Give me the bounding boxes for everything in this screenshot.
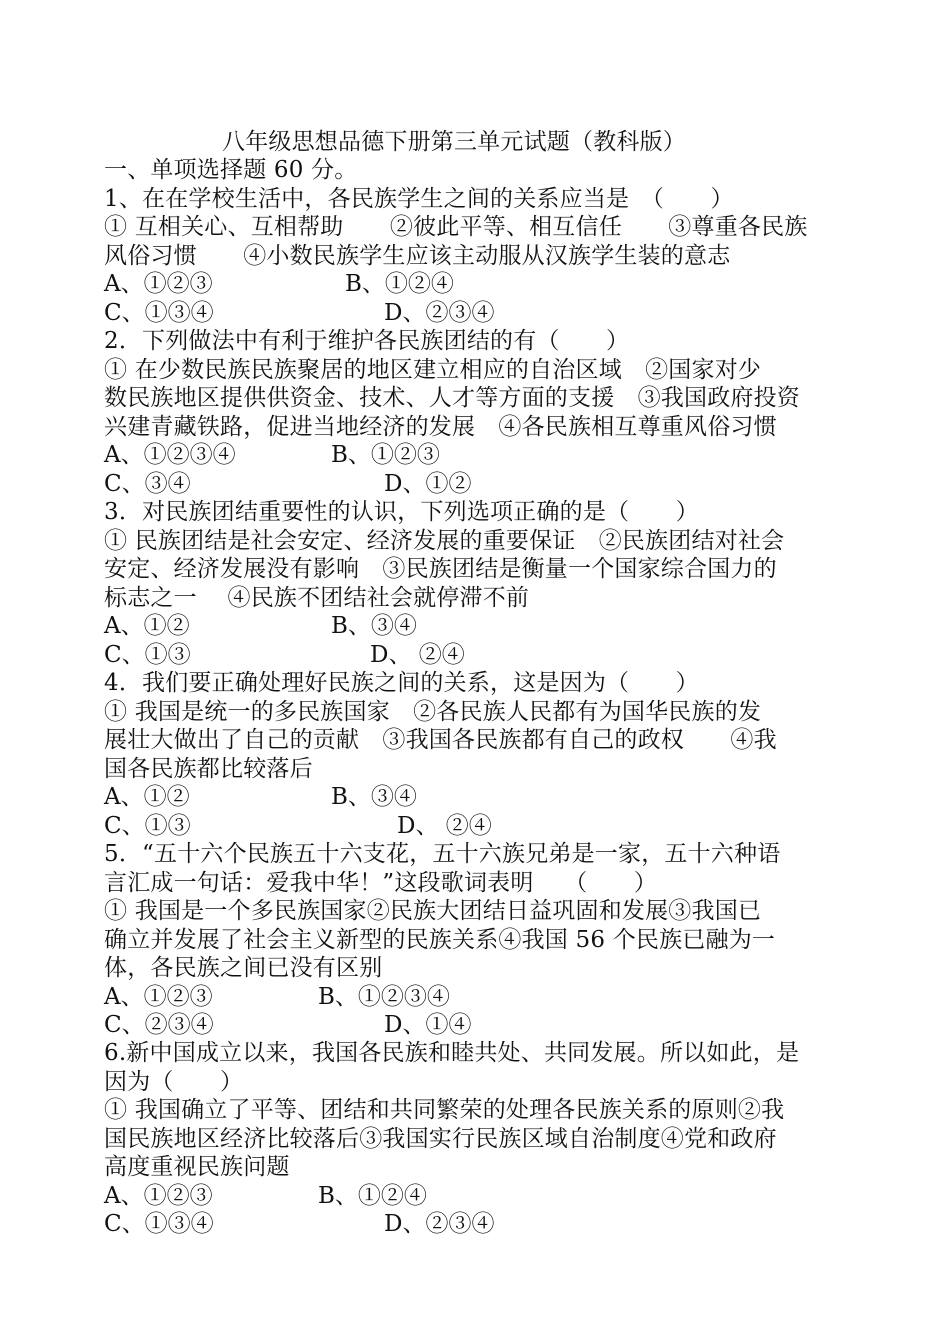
option-b: B、①②④ [318,1183,427,1209]
option-d: D、 ②④ [370,642,465,668]
option-c: C、③④ [104,471,191,497]
option-b: B、③④ [331,784,417,810]
question-line: 国民族地区经济比较落后③我国实行民族区域自治制度④党和政府 [104,1126,777,1152]
option-a: A、①②③ [104,271,213,297]
option-d: D、②③④ [384,1211,495,1237]
question-line: 国各民族都比较落后 [104,756,313,782]
question-stem: 3．对民族团结重要性的认识，下列选项正确的是（ ） [104,499,699,525]
question-line: ① 我国是一个多民族国家②民族大团结日益巩固和发展③我国已 [104,898,762,924]
option-a: A、①②③ [104,1183,213,1209]
question-line: 兴建青藏铁路，促进当地经济的发展 ④各民族相互尊重风俗习惯 [104,414,777,440]
question-line: 因为（ ） [104,1069,244,1095]
option-d: D、 ②④ [397,813,492,839]
option-a: A、①②③ [104,984,213,1010]
question-stem: 5．“五十六个民族五十六支花，五十六族兄弟是一家，五十六种语 [104,841,781,867]
option-d: D、①④ [384,1012,472,1038]
question-line: ① 在少数民族民族聚居的地区建立相应的自治区域 ②国家对少 [104,357,762,383]
question-line: 标志之一 ④民族不团结社会就停滞不前 [104,585,530,611]
question-line: ① 我国是统一的多民族国家 ②各民族人民都有为国华民族的发 [104,699,762,725]
option-c: C、①③ [104,642,191,668]
question-stem: 4．我们要正确处理好民族之间的关系，这是因为（ ） [104,670,699,696]
option-c: C、①③④ [104,300,214,326]
option-b: B、①②④ [345,271,454,297]
option-a: A、①② [104,784,190,810]
question-line: 安定、经济发展没有影响 ③民族团结是衡量一个国家综合国力的 [104,556,777,582]
option-c: C、②③④ [104,1012,214,1038]
question-line: ① 民族团结是社会安定、经济发展的重要保证 ②民族团结对社会 [104,528,785,554]
question-line: 言汇成一句话：爱我中华！”这段歌词表明 （ ） [104,870,658,896]
question-line: 展壮大做出了自己的贡献 ③我国各民族都有自己的政权 ④我 [104,727,777,753]
question-stem: 1、在在学校生活中，各民族学生之间的关系应当是 （ ） [104,186,734,212]
question-line: 确立并发展了社会主义新型的民族关系④我国 56 个民族已融为一 [104,927,776,953]
question-stem: 2．下列做法中有利于维护各民族团结的有（ ） [104,328,630,354]
option-d: D、①② [384,471,472,497]
document-title: 八年级思想品德下册第三单元试题（教科版） [222,129,686,155]
option-a: A、①② [104,613,190,639]
question-line: 风俗习惯 ④小数民族学生应该主动服从汉族学生装的意志 [104,243,731,269]
question-stem: 6.新中国成立以来，我国各民族和睦共处、共同发展。所以如此，是 [104,1040,800,1066]
section-heading: 一、单项选择题 60 分。 [104,157,358,183]
question-line: 数民族地区提供供资金、技术、人才等方面的支援 ③我国政府投资 [104,385,800,411]
option-c: C、①③④ [104,1211,214,1237]
option-d: D、②③④ [384,300,495,326]
option-b: B、③④ [331,613,417,639]
question-line: ① 我国确立了平等、团结和共同繁荣的处理各民族关系的原则②我 [104,1097,785,1123]
question-line: 体，各民族之间已没有区别 [104,955,383,981]
question-line: ① 互相关心、互相帮助 ②彼此平等、相互信任 ③尊重各民族 [104,214,808,240]
option-c: C、①③ [104,813,191,839]
option-b: B、①②③ [331,442,440,468]
question-line: 高度重视民族问题 [104,1154,290,1180]
option-a: A、①②③④ [104,442,236,468]
option-b: B、①②③④ [318,984,450,1010]
